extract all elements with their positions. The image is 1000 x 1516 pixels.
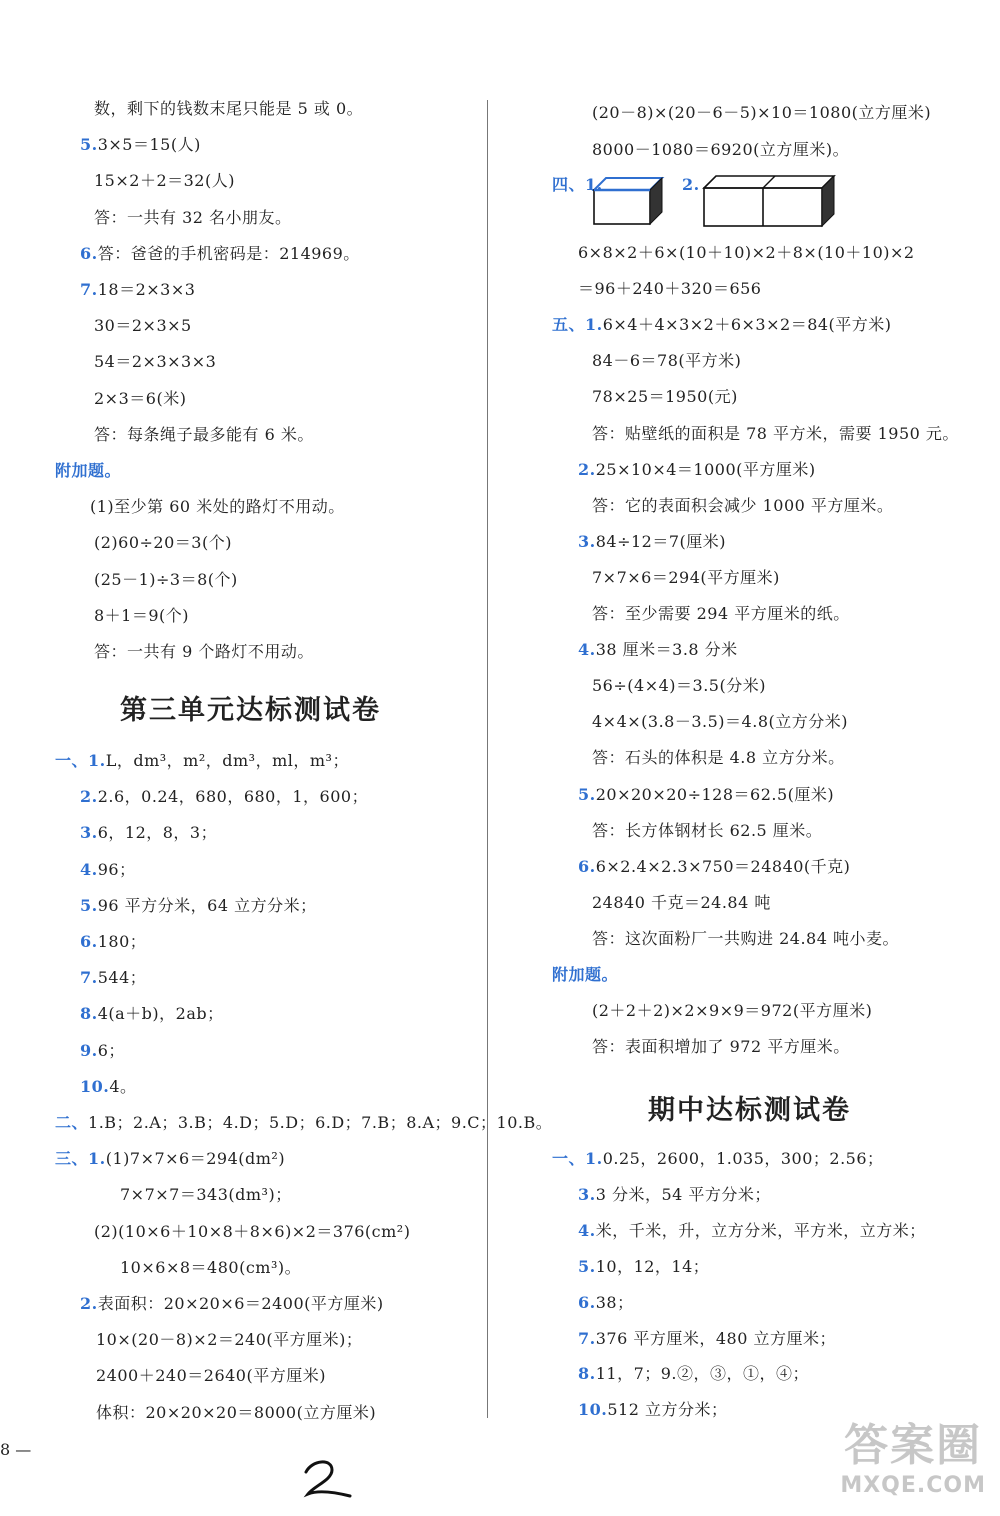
answer-line (592, 386, 738, 408)
item-text: 512 立方分米； (607, 1400, 728, 1420)
answer-line (578, 278, 761, 300)
answer-line (94, 207, 292, 229)
answer-line (55, 1112, 552, 1134)
answer-line (578, 1256, 709, 1278)
item-text: 2400＋240＝2640(平方厘米) (96, 1366, 326, 1386)
unit3-title: 第三单元达标测试卷 (120, 695, 381, 726)
item-number: 5. (80, 135, 98, 155)
watermark-bottom: MXQE.COM (840, 1473, 986, 1498)
item-text: 25×10×4＝1000(平方厘米) (595, 459, 816, 479)
item-text: 答：石头的体积是 4.8 立方分米。 (592, 748, 845, 768)
answer-line (94, 605, 189, 627)
answer-line (592, 102, 931, 124)
item-text: 2.6，0.24，680，680，1，600； (97, 787, 369, 807)
item-text: 30＝2×3×5 (94, 316, 192, 336)
midterm-title: 期中达标测试卷 (648, 1095, 851, 1126)
item-text: 答：每条绳子最多能有 6 米。 (94, 424, 314, 444)
item-number: 5. (578, 1256, 596, 1276)
answer-line (552, 314, 892, 336)
item-number: 3. (80, 823, 98, 843)
answer-line (55, 750, 349, 772)
q4-2-number: 2. (682, 175, 700, 194)
answer-line (94, 1221, 410, 1243)
answer-line (578, 784, 834, 806)
answer-line (592, 711, 848, 733)
item-number: 4. (578, 1220, 596, 1240)
answer-line (96, 1402, 376, 1424)
item-text: 答：它的表面积会减少 1000 平方厘米。 (592, 495, 894, 515)
item-number: 附加题。 (55, 461, 122, 480)
item-number: 一、1. (552, 1149, 603, 1168)
q4-number: 四、1. (552, 175, 603, 194)
item-text: 答：至少需要 294 平方厘米的纸。 (592, 604, 850, 623)
answer-line (80, 1040, 125, 1062)
item-text: 4×4×(3.8－3.5)＝4.8(立方分米) (592, 712, 848, 732)
answer-line (592, 928, 899, 950)
answer-line (578, 639, 738, 661)
answer-line (592, 603, 850, 625)
item-text: 答：一共有 32 名小朋友。 (94, 207, 292, 227)
item-text: 米，千米，升，立方分米，平方米，立方米； (595, 1220, 926, 1240)
item-text: 96； (97, 859, 136, 879)
item-text: 20×20×20÷128＝62.5(厘米) (595, 784, 835, 804)
item-text: 24840 千克＝24.84 吨 (592, 892, 771, 912)
answer-line (80, 134, 201, 156)
item-text: 答：一共有 9 个路灯不用动。 (94, 642, 314, 661)
item-number: 3. (578, 1184, 596, 1204)
answer-line (80, 967, 146, 989)
answer-line (55, 1148, 285, 1170)
item-text: 0.25，2600，1.035，300；2.56； (602, 1149, 884, 1168)
answer-line (120, 1257, 301, 1279)
item-number: 附加题。 (552, 965, 619, 984)
item-text: 答：爸爸的手机密码是：214969。 (97, 243, 360, 263)
answer-line (90, 496, 345, 518)
item-text: (2)60÷20＝3(个) (94, 533, 232, 553)
cuboid-figure-1 (588, 172, 668, 230)
answer-line (578, 242, 915, 264)
answer-line (94, 388, 186, 410)
item-number: 2. (80, 1294, 98, 1313)
answer-line (94, 351, 216, 373)
answer-line (94, 532, 232, 554)
item-text: L，dm³，m²，dm³，ml，m³； (105, 751, 349, 770)
answer-line (578, 1184, 771, 1206)
item-text: 8000－1080＝6920(立方厘米)。 (592, 139, 850, 159)
item-text: 18＝2×3×3 (97, 280, 196, 299)
answer-line (592, 1036, 850, 1058)
page-number-mark: 8 — (0, 1440, 32, 1459)
answer-line (80, 243, 360, 265)
answer-line (592, 567, 780, 589)
item-number: 三、1. (55, 1149, 106, 1169)
answer-line (592, 495, 893, 517)
item-text: 96 平方分米，64 立方分米； (97, 895, 317, 915)
item-text: 544； (97, 968, 147, 988)
answer-line (80, 859, 136, 881)
answer-line (80, 822, 217, 844)
answer-line (80, 1076, 137, 1098)
item-text: 78×25＝1950(元) (592, 387, 738, 407)
answer-line (94, 569, 238, 591)
answer-line (578, 459, 816, 481)
answer-line (592, 423, 959, 445)
answer-line (578, 531, 726, 553)
item-text: (2)(10×6＋10×8＋8×6)×2＝376(cm²) (94, 1221, 411, 1241)
item-text: 答：贴壁纸的面积是 78 平方米，需要 1950 元。 (592, 423, 959, 443)
item-text: 54＝2×3×3×3 (94, 352, 217, 372)
item-number: 7. (80, 280, 98, 299)
handwritten-mark (298, 1456, 358, 1502)
answer-line (96, 1365, 326, 1387)
item-number: 9. (80, 1040, 98, 1060)
answer-line (552, 964, 618, 986)
item-number: 2. (578, 459, 596, 479)
answer-line (592, 892, 771, 914)
item-text: 2×3＝6(米) (94, 388, 187, 408)
answer-line (96, 1329, 362, 1351)
item-text: 10×(20－8)×2＝240(平方厘米)； (96, 1330, 363, 1350)
item-text: 84÷12＝7(厘米) (595, 531, 726, 551)
answer-line (578, 1292, 634, 1314)
answer-line (578, 856, 850, 878)
item-text: 6×4＋4×3×2＋6×3×2＝84(平方米) (602, 315, 892, 335)
item-number: 10. (80, 1076, 110, 1096)
item-text: (1)7×7×6＝294(dm²) (105, 1149, 286, 1169)
answer-line (578, 1328, 836, 1350)
item-text: 答：这次面粉厂一共购进 24.84 吨小麦。 (592, 928, 899, 948)
watermark-top: 答案圈 (844, 1420, 983, 1471)
item-text: 3 分米，54 平方分米； (595, 1184, 771, 1204)
item-text: 11，7；9.②，③，①，④； (595, 1364, 810, 1384)
item-text: 180； (97, 932, 147, 951)
item-number: 4. (80, 859, 98, 879)
item-text: 答：长方体钢材长 62.5 厘米。 (592, 820, 823, 840)
item-text: 15×2＋2＝32(人) (94, 171, 235, 191)
item-number: 8. (578, 1364, 596, 1384)
item-text: 6×2.4×2.3×750＝24840(千克) (595, 856, 851, 876)
item-text: 数，剩下的钱数末尾只能是 5 或 0。 (94, 99, 364, 118)
answer-line (80, 279, 195, 301)
item-number: 6. (578, 1292, 596, 1312)
item-text: 3×5＝15(人) (97, 135, 201, 155)
item-text: 6，12，8，3； (97, 823, 218, 843)
item-number: 一、1. (55, 751, 106, 770)
answer-line (80, 895, 317, 917)
item-text: 6； (97, 1040, 125, 1060)
answer-line (592, 139, 849, 161)
answer-line (55, 460, 121, 482)
item-text: 84－6＝78(平方米) (592, 351, 742, 371)
answer-line (592, 350, 741, 372)
answer-line (578, 1363, 809, 1385)
item-number: 5. (80, 895, 98, 915)
column-divider (487, 100, 488, 1418)
item-text: 38； (595, 1292, 634, 1312)
answer-line (80, 1003, 224, 1025)
item-number: 3. (578, 531, 596, 551)
answer-line (592, 1000, 872, 1022)
answer-line (80, 786, 368, 808)
item-text: (20－8)×(20－6－5)×10＝1080(立方厘米) (592, 103, 932, 122)
answer-line (592, 747, 845, 769)
answer-line (80, 1293, 384, 1315)
item-number: 7. (578, 1328, 596, 1348)
item-number: 五、1. (552, 315, 603, 335)
item-text: 376 平方厘米，480 立方厘米； (595, 1328, 836, 1348)
answer-line (94, 170, 235, 192)
item-number: 6. (80, 243, 98, 263)
item-text: 7×7×6＝294(平方厘米) (592, 567, 780, 587)
item-number: 2. (80, 787, 98, 807)
cuboid-figure-2 (698, 170, 840, 232)
answer-line (592, 675, 766, 697)
item-number: 8. (80, 1004, 98, 1024)
item-text: (25－1)÷3＝8(个) (94, 569, 238, 589)
item-text: 答：表面积增加了 972 平方厘米。 (592, 1037, 850, 1057)
item-number: 6. (578, 856, 596, 876)
item-number: 二、 (55, 1113, 89, 1132)
item-text: (2＋2＋2)×2×9×9＝972(平方厘米) (592, 1001, 873, 1021)
item-number: 7. (80, 968, 98, 988)
item-text: 4(a＋b)，2ab； (97, 1004, 224, 1024)
answer-line (94, 98, 363, 120)
item-text: 体积：20×20×20＝8000(立方厘米) (96, 1402, 377, 1422)
item-text: 4。 (109, 1076, 137, 1096)
answer-line (80, 931, 146, 953)
item-text: 10×6×8＝480(cm³)。 (120, 1257, 302, 1277)
answer-line (94, 641, 314, 663)
item-text: 38 厘米＝3.8 分米 (595, 640, 738, 660)
item-text: 6×8×2＋6×(10＋10)×2＋8×(10＋10)×2 (578, 243, 915, 262)
answer-line (552, 1148, 884, 1170)
watermark (840, 1409, 986, 1498)
item-number: 5. (578, 784, 596, 804)
answer-line (578, 1220, 926, 1242)
item-text: 10，12，14； (595, 1256, 710, 1276)
answer-line (94, 424, 314, 446)
answer-line (592, 820, 822, 842)
item-text: 7×7×7＝343(dm³)； (120, 1185, 292, 1205)
item-text: 表面积：20×20×6＝2400(平方厘米) (97, 1294, 384, 1313)
item-text: 1.B；2.A；3.B；4.D；5.D；6.D；7.B；8.A；9.C；10.B。 (88, 1113, 553, 1132)
answer-line (120, 1184, 292, 1206)
item-number: 4. (578, 640, 596, 660)
answer-line (94, 315, 192, 337)
item-text: 8＋1＝9(个) (94, 605, 190, 625)
item-text: (1)至少第 60 米处的路灯不用动。 (90, 497, 345, 517)
item-number: 10. (578, 1400, 608, 1420)
item-number: 6. (80, 932, 98, 951)
answer-line (578, 1399, 727, 1421)
item-text: ＝96＋240＋320＝656 (578, 279, 762, 299)
item-text: 56÷(4×4)＝3.5(分米) (592, 676, 766, 696)
